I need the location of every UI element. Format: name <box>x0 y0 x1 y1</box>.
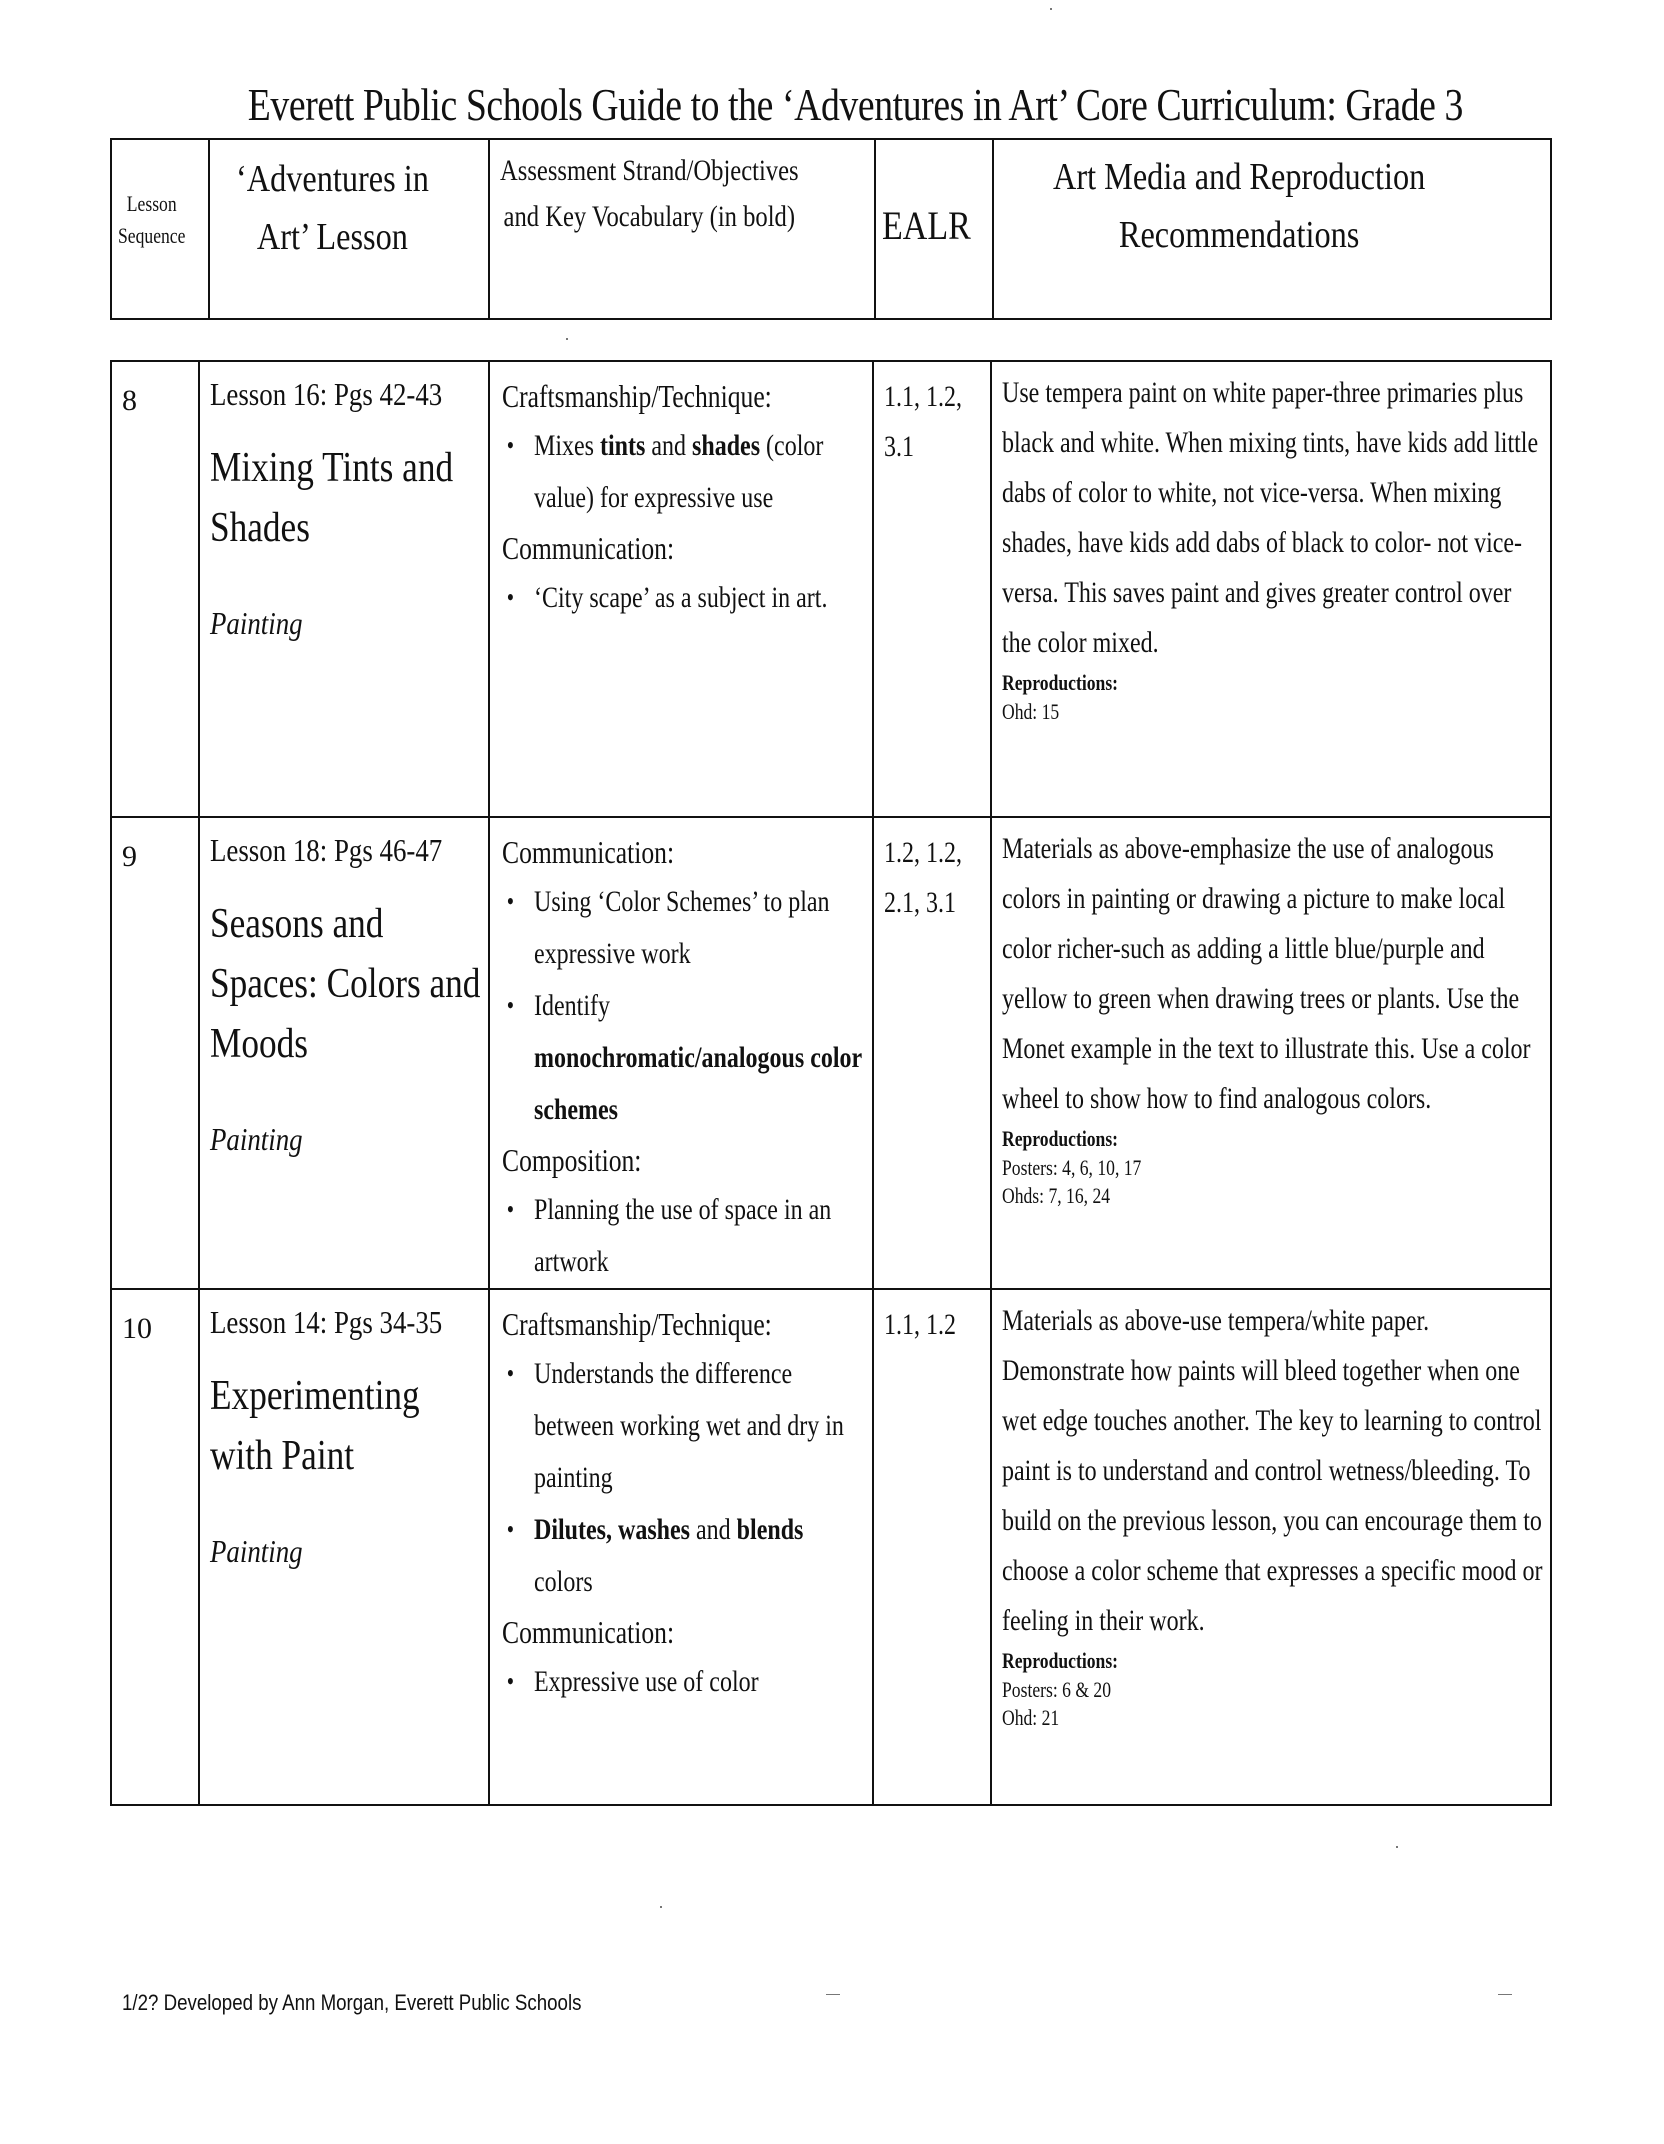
page-title: Everett Public Schools Guide to the ‘Adventures in Art’ Core Curriculum: Grade 3 <box>247 79 1463 130</box>
lesson-sequence-cell <box>111 1289 199 1805</box>
header-lesson-sequence <box>111 139 209 319</box>
header-lesson-line2: Art’ Lesson <box>256 216 408 258</box>
assessment-cell-content <box>502 1300 862 1708</box>
header-media-line2: Recommendations <box>1118 214 1360 256</box>
objective-text: Expressive use of color <box>534 1665 759 1698</box>
strand-heading: Communication: <box>502 530 675 566</box>
header-adventures-lesson <box>209 139 489 319</box>
objective-item <box>534 1656 862 1708</box>
lesson-cell-content <box>210 828 487 1164</box>
objective-item <box>534 980 862 1136</box>
lesson-title: Seasons and Spaces: Colors and Moods <box>210 901 481 1067</box>
objective-text: colors <box>534 1565 593 1598</box>
assessment-cell <box>489 817 873 1289</box>
lesson-category: Painting <box>210 605 303 641</box>
lesson-pages: Lesson 14: Pgs 34-35 <box>210 1304 443 1340</box>
objective-item <box>534 1348 862 1504</box>
header-lesson-line1: ‘Adventures in <box>235 158 429 200</box>
assessment-cell-content <box>502 372 862 624</box>
ealr-cell <box>873 361 991 817</box>
media-cell <box>991 361 1551 817</box>
ealr-cell-content <box>884 828 988 928</box>
header-ealr <box>875 139 993 319</box>
header-art-media <box>993 139 1551 319</box>
ealr-value: 1.1, 1.2 <box>884 1308 956 1341</box>
objective-list <box>502 420 862 524</box>
lesson-cell-content <box>210 372 487 648</box>
objective-text: Understands the difference between working wet and dry in painting <box>534 1357 844 1494</box>
header-ealr-label: EALR <box>881 203 971 248</box>
objective-item <box>534 572 862 624</box>
ealr-value: 1.2, 1.2, 2.1, 3.1 <box>884 836 962 919</box>
lesson-pages: Lesson 18: Pgs 46-47 <box>210 832 443 868</box>
header-table <box>110 138 1552 320</box>
objective-item <box>534 876 862 980</box>
vocabulary-term: tints <box>600 429 646 462</box>
media-recommendation: Use tempera paint on white paper-three primaries plus black and white. When mixing tints, have kids add little dabs of color to white, not vice-versa. When mixing shades, have kids add dabs of black to color- not vice-versa. This saves paint and gives greater control over the color mixed. <box>1002 376 1539 659</box>
vocabulary-term: blends <box>736 1513 804 1546</box>
header-assessment <box>489 139 875 319</box>
media-cell-content <box>1002 1296 1546 1732</box>
header-media-line1: Art Media and Reproduction <box>1053 156 1426 198</box>
strand-heading: Craftsmanship/Technique: <box>502 1306 772 1342</box>
media-cell-content <box>1002 368 1546 726</box>
reproduction-item: Posters: 4, 6, 10, 17 <box>1002 1155 1142 1180</box>
objective-text: and <box>690 1513 737 1546</box>
objective-item <box>534 1184 862 1288</box>
header-assess-line2: and Key Vocabulary (in bold) <box>503 200 795 233</box>
table-row <box>111 361 1551 817</box>
media-cell <box>991 817 1551 1289</box>
vocabulary-term: shades <box>692 429 761 462</box>
objective-list <box>502 1348 862 1608</box>
strand-heading: Communication: <box>502 834 675 870</box>
reproductions-label: Reproductions: <box>1002 1126 1119 1151</box>
ealr-cell-content <box>884 372 988 472</box>
curriculum-table <box>110 360 1552 1806</box>
objective-list <box>502 1184 862 1288</box>
lesson-sequence-cell <box>111 361 199 817</box>
reproduction-item: Posters: 6 & 20 <box>1002 1677 1112 1702</box>
objective-text: Planning the use of space in an artwork <box>534 1193 832 1278</box>
objective-text: Mixes <box>534 429 600 462</box>
objective-list <box>502 572 862 624</box>
media-cell <box>991 1289 1551 1805</box>
lesson-title: Mixing Tints and Shades <box>210 445 454 551</box>
media-recommendation: Materials as above-use tempera/white paper. Demonstrate how paints will bleed together when one wet edge touches another. The key to learning to control paint is to understand and control wetness/bleeding. To build on the previous lesson, you can encourage them to choose a color scheme that expresses a specific mood or feeling in their work. <box>1002 1304 1543 1637</box>
lesson-sequence-number: 10 <box>122 1312 152 1345</box>
lesson-sequence-number: 9 <box>122 840 137 873</box>
lesson-sequence-cell <box>111 817 199 1289</box>
reproduction-item: Ohd: 21 <box>1002 1705 1060 1730</box>
strand-heading: Craftsmanship/Technique: <box>502 378 772 414</box>
media-cell-content <box>1002 824 1546 1210</box>
reproductions-label: Reproductions: <box>1002 1648 1119 1673</box>
lesson-cell <box>199 817 489 1289</box>
objective-list <box>502 1656 862 1708</box>
strand-heading: Communication: <box>502 1614 675 1650</box>
objective-text: and <box>645 429 693 462</box>
reproductions-label: Reproductions: <box>1002 670 1119 695</box>
objective-list <box>502 876 862 1136</box>
ealr-value: 1.1, 1.2, 3.1 <box>884 380 962 463</box>
lesson-sequence-number: 8 <box>122 384 137 417</box>
assessment-cell <box>489 1289 873 1805</box>
lesson-category: Painting <box>210 1121 303 1157</box>
lesson-cell <box>199 361 489 817</box>
assessment-cell <box>489 361 873 817</box>
vocabulary-term: monochromatic/analogous color schemes <box>534 1041 862 1126</box>
lesson-pages: Lesson 16: Pgs 42-43 <box>210 376 443 412</box>
lesson-cell-content <box>210 1300 487 1576</box>
lesson-cell <box>199 1289 489 1805</box>
table-row <box>111 817 1551 1289</box>
table-row <box>111 1289 1551 1805</box>
objective-item <box>534 420 862 524</box>
media-recommendation: Materials as above-emphasize the use of analogous colors in painting or drawing a picture to make local color richer-such as adding a little blue/purple and yellow to green when drawing trees or plants. Use the Monet example in the text to illustrate this. Use a color wheel to show how to find analogous colors. <box>1002 832 1531 1115</box>
ealr-cell <box>873 1289 991 1805</box>
strand-heading: Composition: <box>502 1142 642 1178</box>
footer-credit: 1/2? Developed by Ann Morgan, Everett Public Schools <box>122 1990 582 2015</box>
ealr-cell-content <box>884 1300 988 1350</box>
header-assess-line1: Assessment Strand/Objectives <box>499 154 799 187</box>
objective-text: Identify <box>534 989 610 1022</box>
ealr-cell <box>873 817 991 1289</box>
header-seq-line2: Sequence <box>117 223 186 248</box>
reproduction-item: Ohd: 15 <box>1002 699 1060 724</box>
objective-text: ‘City scape’ as a subject in art. <box>534 581 828 614</box>
header-seq-line1: Lesson <box>126 191 177 216</box>
objective-item <box>534 1504 862 1608</box>
lesson-title: Experimenting with Paint <box>210 1373 420 1479</box>
vocabulary-term: Dilutes, washes <box>534 1513 691 1546</box>
lesson-category: Painting <box>210 1533 303 1569</box>
assessment-cell-content <box>502 828 862 1288</box>
objective-text: (color value) for expressive use <box>534 429 824 514</box>
reproduction-item: Ohds: 7, 16, 24 <box>1002 1183 1111 1208</box>
objective-text: Using ‘Color Schemes’ to plan expressive work <box>534 885 830 970</box>
